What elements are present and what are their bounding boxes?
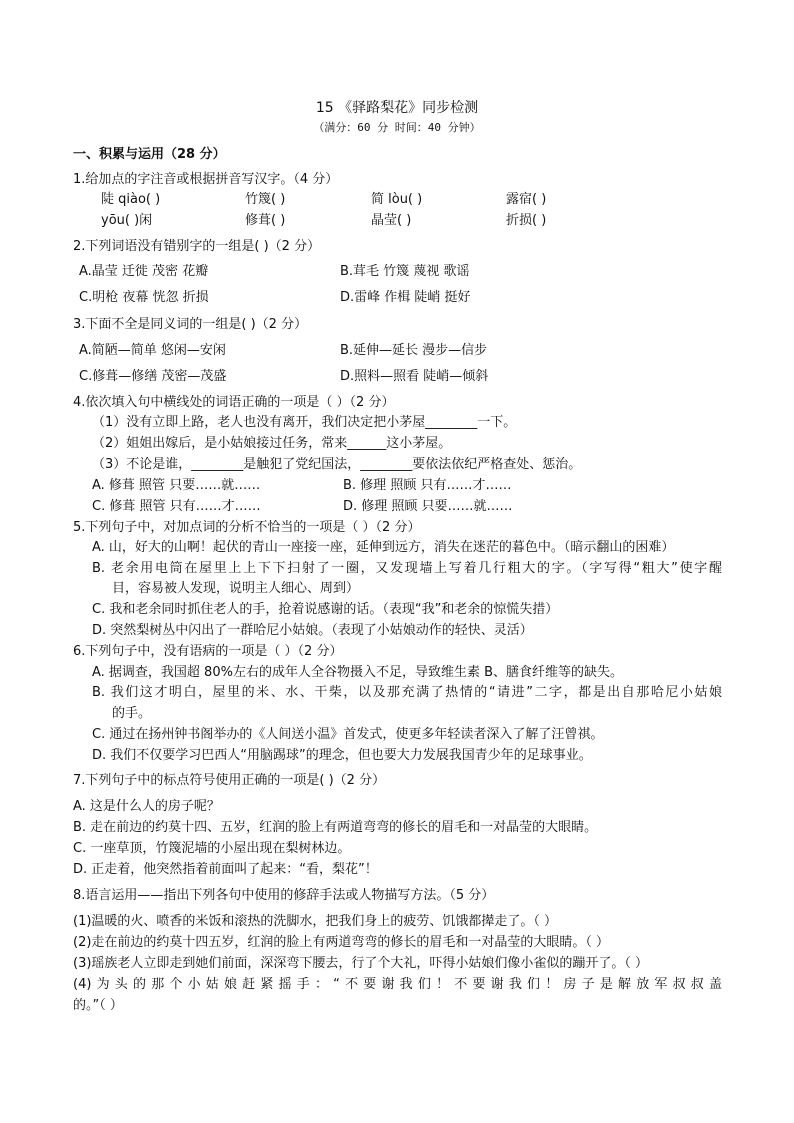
q2-option-d: D.雷峰 作楫 陡峭 挺好 xyxy=(340,290,471,305)
q3-option-a: A.简陋—简单 悠闲—安闲 xyxy=(79,343,226,358)
q1-item-1: 陡 qiào( ) xyxy=(101,192,161,207)
q3-option-d: D.照料—照看 陡峭—倾斜 xyxy=(340,369,489,384)
q5-option-c: C. 我和老余同时抓住老人的手，抢着说感谢的话。（表现“我”和老余的惊慌失措） xyxy=(92,602,559,617)
q5-option-a: A. 山，好大的山啊！起伏的青山一座接一座，延伸到远方，消失在迷茫的暮色中。（暗示翻山的困难） xyxy=(92,540,675,555)
q7-option-b: B. 走在前边的约莫十四、五岁，红润的脸上有两道弯弯的修长的眉毛和一对晶莹的大眼睛。 xyxy=(73,820,598,835)
page-title: 15 《驿路梨花》同步检测 xyxy=(315,100,479,116)
q8-stem: 8.语言运用——指出下列各句中使用的修辞手法或人物描写方法。（5 分） xyxy=(73,888,495,903)
q8-sentence-4: (4)为头的那个小姑娘赶紧摇手：“不要谢我们！不要谢我们！房子是解放军叔叔盖 xyxy=(73,977,722,992)
q4-option-a: A. 修葺 照管 只要……就…… xyxy=(92,478,261,493)
q4-option-c: C. 修葺 照管 只有……才…… xyxy=(92,499,261,514)
section-heading: 一、积累与运用（28 分） xyxy=(73,147,226,162)
q6-option-c: C. 通过在扬州钟书阁举办的《人间送小温》首发式，使更多年轻读者深入了解了汪曾祺。 xyxy=(92,727,604,742)
q8-sentence-1: (1)温暖的火、喷香的米饭和滚热的洗脚水，把我们身上的疲劳、饥饿都撵走了。（ ） xyxy=(73,914,558,929)
q2-option-c: C.明枪 夜幕 恍忽 折损 xyxy=(79,290,209,305)
q5-option-b-cont: 目，容易被人发现，说明主人细心、周到） xyxy=(112,581,360,596)
q6-option-b-cont: 的手。 xyxy=(112,706,152,721)
q6-option-d: D. 我们不仅要学习巴西人“用脑踢球”的理念，但也要大力发展我国青少年的足球事业。 xyxy=(92,748,592,763)
q4-option-b: B. 修理 照顾 只有……才…… xyxy=(343,478,512,493)
q8-sentence-2: (2)走在前边的约莫十四五岁，红润的脸上有两道弯弯的修长的眉毛和一对晶莹的大眼睛。（ ） xyxy=(73,935,610,950)
q7-option-a: A. 这是什么人的房子呢？ xyxy=(73,799,220,814)
q6-stem: 6.下列句子中，没有语病的一项是（ ）（2 分） xyxy=(73,644,343,659)
q1-item-8: 折损( ) xyxy=(506,213,547,228)
q2-option-b: B.茸毛 竹篾 蔑视 歌谣 xyxy=(340,264,470,279)
q6-option-a: A. 据调查，我国超 80%左右的成年人全谷物摄入不足，导致维生素 B、膳食纤维等的缺失。 xyxy=(92,665,624,680)
q4-sentence-1: （1）没有立即上路，老人也没有离开，我们决定把小茅屋________一下。 xyxy=(92,415,517,430)
q2-option-a: A.晶莹 迁徙 茂密 花瓣 xyxy=(79,264,209,279)
q4-sentence-2: （2）姐姐出嫁后，是小姑娘接过任务，常来______这小茅屋。 xyxy=(92,436,452,451)
q1-item-7: 晶莹( ) xyxy=(371,213,412,228)
q1-item-6: 修葺( ) xyxy=(245,213,286,228)
q8-sentence-4-cont: 的。”（ ） xyxy=(73,998,123,1013)
q5-option-d: D. 突然梨树丛中闪出了一群哈尼小姑娘。（表现了小姑娘动作的轻快、灵活） xyxy=(92,623,533,638)
q1-item-4: 露宿( ) xyxy=(506,192,547,207)
q6-option-b: B. 我们这才明白，屋里的米、水、干柴，以及那充满了热情的“请进”二字，都是出自那哈尼小姑娘 xyxy=(92,685,722,700)
q3-option-b: B.延伸—延长 漫步—信步 xyxy=(340,343,488,358)
q3-stem: 3.下面不全是同义词的一组是( )（2 分） xyxy=(73,317,308,332)
q7-option-c: C. 一座草顶，竹篾泥墙的小屋出现在梨树林边。 xyxy=(73,841,351,856)
q1-item-5: yōu( )闲 xyxy=(101,213,153,228)
q2-stem: 2.下列词语没有错别字的一组是( )（2 分） xyxy=(73,239,321,254)
q1-stem: 1.给加点的字注音或根据拼音写汉字。（4 分） xyxy=(73,172,339,187)
q8-sentence-3: (3)瑶族老人立即走到她们前面，深深弯下腰去，行了个大礼，吓得小姑娘们像小雀似的蹦开了。（ ） xyxy=(73,956,649,971)
q4-option-d: D. 修理 照顾 只要……就…… xyxy=(343,499,513,514)
q7-stem: 7.下列句子中的标点符号使用正确的一项是( )（2 分） xyxy=(73,773,386,788)
q7-option-d: D. 正走着，他突然指着前面叫了起来：“看，梨花”！ xyxy=(73,862,378,877)
q1-item-3: 简 lòu( ) xyxy=(371,192,423,207)
q5-stem: 5.下列句子中，对加点词的分析不恰当的一项是（ ）（2 分） xyxy=(73,520,421,535)
q1-item-2: 竹篾( ) xyxy=(245,192,286,207)
q4-stem: 4.依次填入句中横线处的词语正确的一项是（ ）（2 分） xyxy=(73,395,395,410)
q3-option-c: C.修葺—修缮 茂密—茂盛 xyxy=(79,369,227,384)
q4-sentence-3: （3）不论是谁，________是触犯了党纪国法，________要依法依纪严格查处、惩治。 xyxy=(92,457,582,472)
score-time-subtitle: （满分：60 分 时间：40 分钟） xyxy=(313,121,481,134)
q5-option-b: B. 老余用电筒在屋里上上下下扫射了一圈，又发现墙上写着几行粗大的字。（字写得“粗大”使字醒 xyxy=(92,561,722,576)
